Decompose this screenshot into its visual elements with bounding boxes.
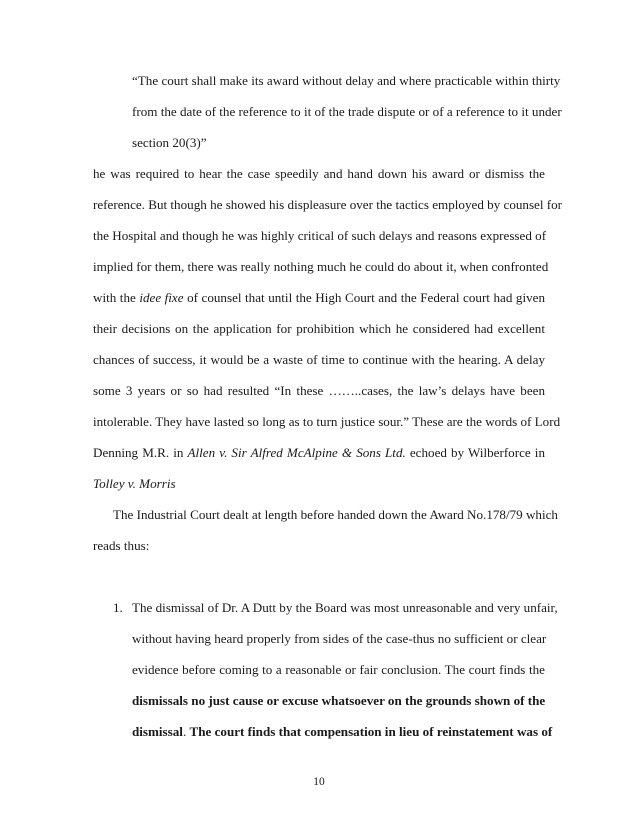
list-number: 1. xyxy=(113,600,123,615)
paragraph-line: chances of success, it would be a waste of time to continue with the hearing. A delay xyxy=(93,352,545,367)
bold-text: The court finds that compensation in lieu of reinstatement was of xyxy=(189,724,553,739)
text-span: echoed by Wilberforce in xyxy=(405,445,545,460)
paragraph-line: reads thus: xyxy=(93,538,150,553)
paragraph-line: intolerable. They have lasted so long as to turn justice sour.” These are the words of Lord xyxy=(93,414,561,429)
list-line: evidence before coming to a reasonable or fair conclusion. The court finds the xyxy=(132,662,545,677)
case-citation: Allen v. Sir Alfred McAlpine & Sons Ltd. xyxy=(187,445,406,460)
quote-line-1: “The court shall make its award without delay and where practicable within thirty xyxy=(132,73,561,88)
paragraph-line: The Industrial Court dealt at length before handed down the Award No.178/79 which xyxy=(113,507,558,522)
page-number: 10 xyxy=(313,776,325,788)
paragraph-line xyxy=(93,476,176,492)
list-line: without having heard properly from sides of the case-thus no sufficient or clear xyxy=(132,631,547,646)
paragraph-line xyxy=(93,290,545,306)
paragraph-line: implied for them, there was really nothing much he could do about it, when confronted xyxy=(93,259,549,274)
text-span: . xyxy=(182,724,190,739)
paragraph-line: their decisions on the application for prohibition which he considered had excellent xyxy=(93,321,545,336)
paragraph-line xyxy=(93,445,545,461)
list-line: The dismissal of Dr. A Dutt by the Board was most unreasonable and very unfair, xyxy=(132,600,558,615)
paragraph-line: he was required to hear the case speedily and hand down his award or dismiss the xyxy=(93,166,545,181)
text-span: with the xyxy=(93,290,140,305)
text-span: of counsel that until the High Court and the Federal court had given xyxy=(183,290,545,305)
bold-text: dismissals no just cause or excuse whatsoever on the grounds shown of the xyxy=(132,693,546,708)
text-span: Denning M.R. in xyxy=(93,445,188,460)
quote-line-2: from the date of the reference to it of the trade dispute or of a reference to it under xyxy=(132,104,562,119)
case-citation: Tolley v. Morris xyxy=(93,476,176,491)
italic-term: idee fixe xyxy=(139,290,184,305)
paragraph-line: reference. But though he showed his displeasure over the tactics employed by counsel for xyxy=(93,197,563,212)
list-line xyxy=(132,693,545,709)
list-line xyxy=(132,724,553,740)
bold-text: dismissal xyxy=(132,724,183,739)
quote-line-3: section 20(3)” xyxy=(132,135,207,150)
paragraph-line: the Hospital and though he was highly critical of such delays and reasons expressed of xyxy=(93,228,547,243)
paragraph-line: some 3 years or so had resulted “In these ……..cases, the law’s delays have been xyxy=(93,383,545,398)
